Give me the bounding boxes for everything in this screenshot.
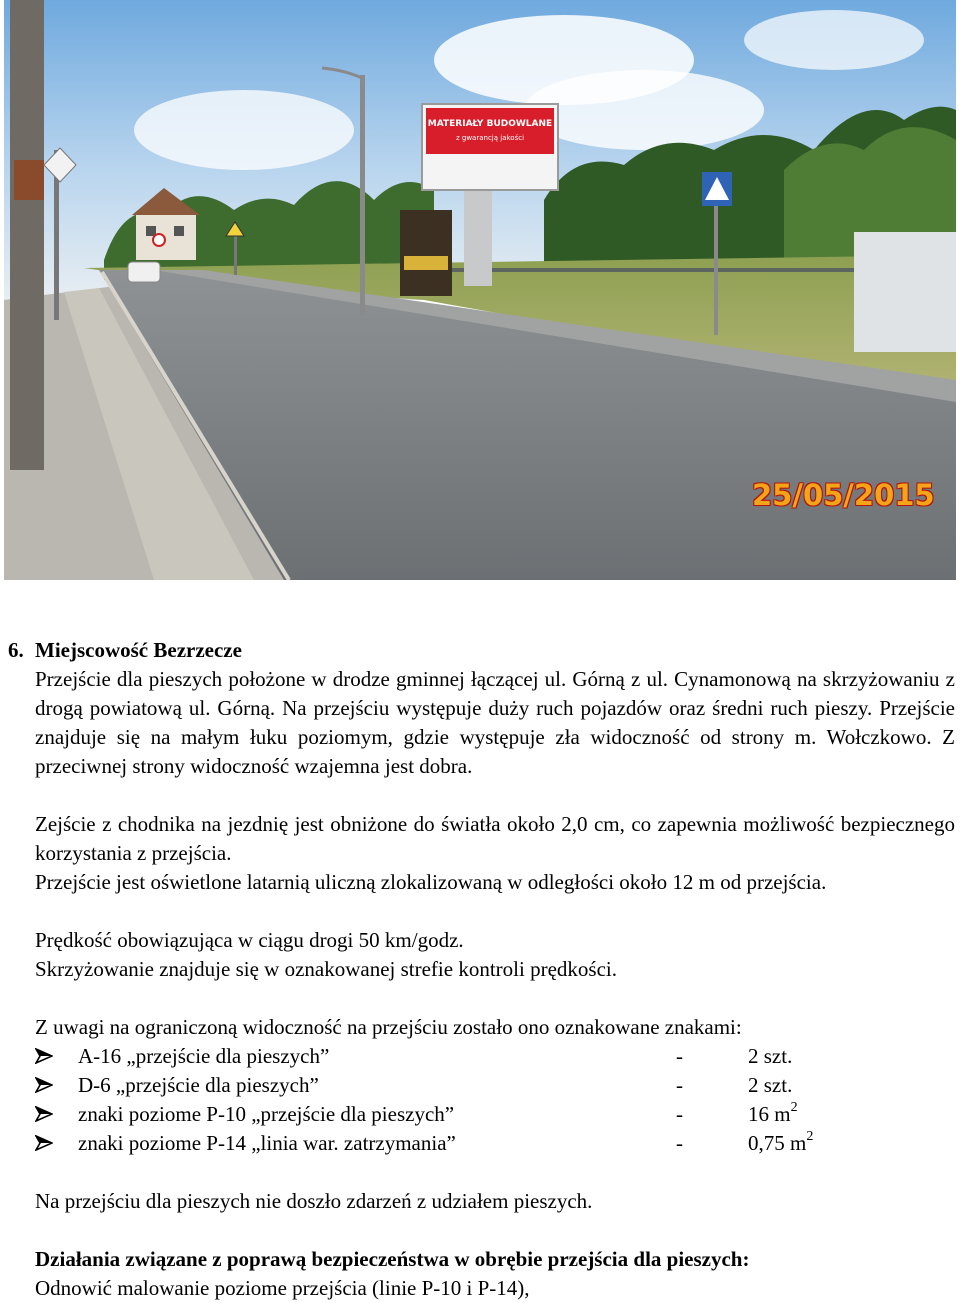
billboard-subtitle: z gwarancją jakości (455, 134, 525, 142)
sign-name: A-16 „przejście dla pieszych” (78, 1044, 330, 1068)
accidents-paragraph: Na przejściu dla pieszych nie doszło zdarzeń z udziałem pieszych. (35, 1189, 593, 1213)
arrowhead-bullet-icon (35, 1077, 53, 1093)
sign-dash: - (676, 1073, 683, 1097)
sign-quantity-value: 2 szt. (748, 1073, 793, 1097)
actions-paragraph: Odnowić malowanie poziome przejścia (linie P-10 i P-14), (35, 1276, 530, 1300)
signs-intro-paragraph: Z uwagi na ograniczoną widoczność na przejściu zostało ono oznakowane znakami: (35, 1015, 742, 1039)
list-item (35, 1100, 955, 1129)
section-number: 6. (8, 638, 24, 662)
billboard-title: MATERIAŁY BUDOWLANE (427, 119, 553, 129)
list-item (35, 1042, 955, 1071)
arrowhead-bullet-icon (35, 1106, 53, 1122)
sign-quantity-value: 0,75 m (748, 1131, 807, 1155)
section-heading (8, 636, 242, 665)
section-title: Miejscowość Bezrzecze (35, 638, 242, 662)
street-photo (4, 0, 956, 580)
sign-quantity (748, 1100, 798, 1129)
curb-paragraph: Zejście z chodnika na jezdnię jest obniżone do światła około 2,0 cm, co zapewnia możliwość bezpiecznego korzystania z przejścia. (35, 812, 955, 865)
sign-quantity-exponent: 2 (790, 1100, 798, 1115)
speed-paragraph: Prędkość obowiązująca w ciągu drogi 50 km/godz. (35, 928, 464, 952)
sign-name: D-6 „przejście dla pieszych” (78, 1073, 319, 1097)
sign-dash: - (676, 1044, 683, 1068)
photo-date-stamp: 25/05/2015 (752, 478, 935, 512)
list-item (35, 1129, 955, 1158)
sign-name: znaki poziome P-14 „linia war. zatrzymania” (78, 1131, 456, 1155)
sign-quantity-value: 2 szt. (748, 1044, 793, 1068)
sign-quantity (748, 1129, 813, 1158)
sign-dash: - (676, 1131, 683, 1155)
sign-quantity (748, 1042, 792, 1071)
arrowhead-bullet-icon (35, 1048, 53, 1064)
actions-heading: Działania związane z poprawą bezpieczeństwa w obrębie przejścia dla pieszych: (35, 1247, 750, 1271)
sign-quantity-exponent: 2 (806, 1129, 814, 1144)
intro-paragraph: Przejście dla pieszych położone w drodze gminnej łączącej ul. Górną z ul. Cynamonową na skrzyżowaniu z drogą powiatową ul. Górną. Na przejściu występuje duży ruch pojazdów oraz średni ruch pieszy. Przejście znajduje się na małym łuku poziomym, gdzie występuje zła widoczność od strony m. Wołczkowo. Z przeciwnej strony widoczność wzajemna jest dobra. (35, 667, 955, 778)
arrowhead-bullet-icon (35, 1135, 53, 1151)
signs-list (35, 1042, 955, 1158)
sign-dash: - (676, 1102, 683, 1126)
sign-quantity-value: 16 m (748, 1102, 791, 1126)
sign-quantity (748, 1071, 792, 1100)
sign-name: znaki poziome P-10 „przejście dla pieszych” (78, 1102, 455, 1126)
zone-paragraph: Skrzyżowanie znajduje się w oznakowanej strefie kontroli prędkości. (35, 957, 617, 981)
lighting-paragraph: Przejście jest oświetlone latarnią uliczną zlokalizowaną w odległości około 12 m od przejścia. (35, 870, 827, 894)
list-item (35, 1071, 955, 1100)
